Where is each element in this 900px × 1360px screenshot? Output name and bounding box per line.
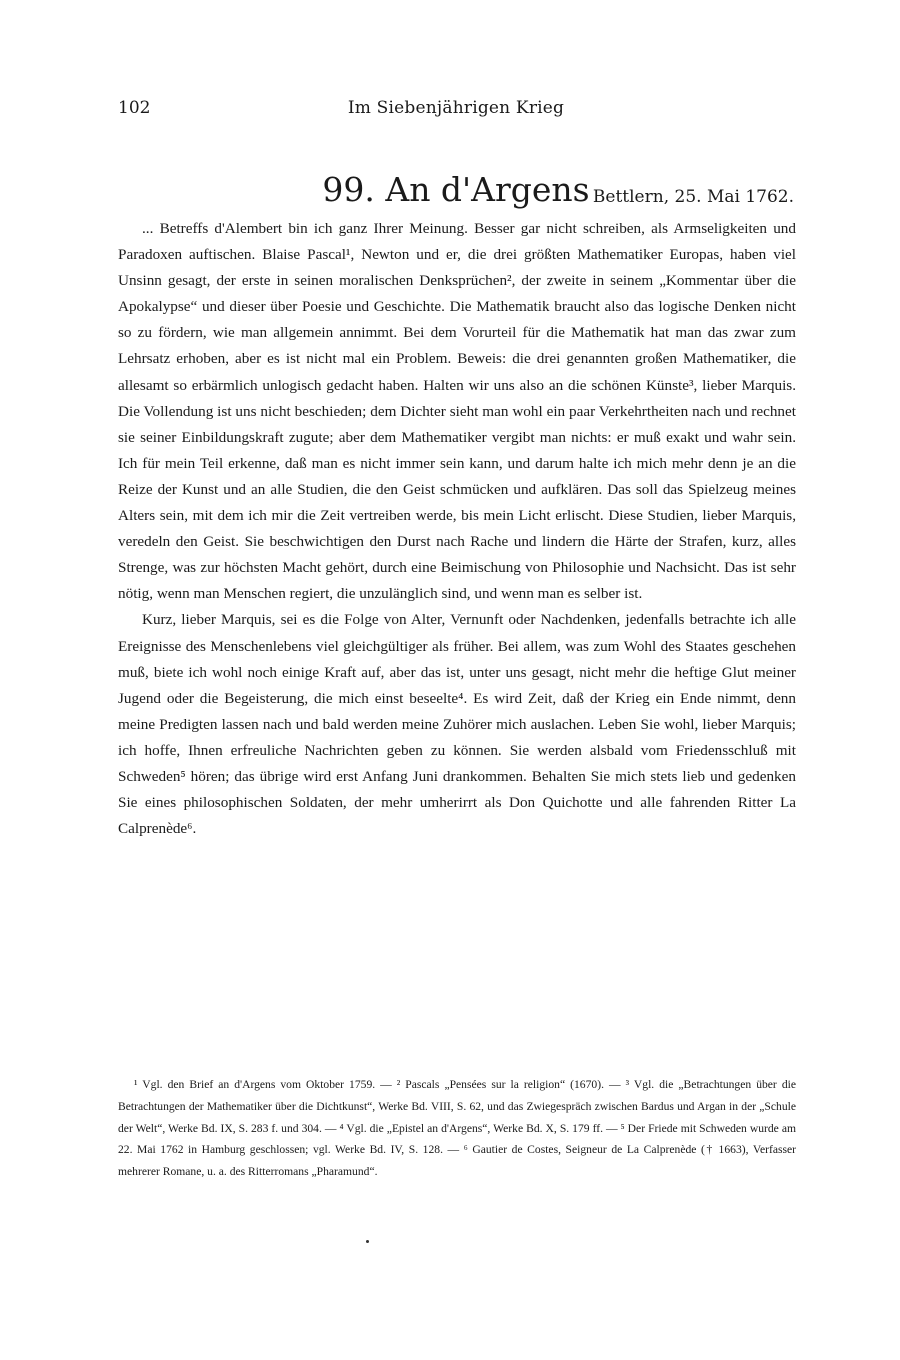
letter-body [118,216,796,842]
letter-dateline: Bettlern, 25. Mai 1762. [592,187,794,207]
page-mark [366,1240,369,1243]
body-paragraph-2: Kurz, lieber Marquis, sei es die Folge von Alter, Vernunft oder Nachdenken, jedenfalls betrachte ich alle Ereignisse des Menschenlebens viel gleichgültiger als früher. Bei allem, was zum Wohl des Staates geschehen muß, biete ich wohl noch einige Kraft auf, aber das ist, unter uns gesagt, nicht mehr die heftige Glut meiner Jugend oder die Begeisterung, die mich einst beseelte⁴. Es wird Zeit, daß der Krieg ein Ende nimmt, denn meine Predigten lassen nach und bald werden meine Zuhörer mich auslachen. Leben Sie wohl, lieber Marquis; ich hoffe, Ihnen erfreuliche Nachrichten geben zu können. Sie werden alsbald vom Friedensschluß mit Schweden⁵ hören; das übrige wird erst Anfang Juni drankommen. Behalten Sie mich stets lieb und gedenken Sie eines philosophischen Soldaten, der mehr umherirrt als Don Quichotte und alle fahrenden Ritter La Calprenède⁶. [118,611,796,838]
footnotes [118,1074,796,1183]
page-number: 102 [118,98,151,118]
body-paragraph-1: ... Betreffs d'Alembert bin ich ganz Ihrer Meinung. Besser gar nicht schreiben, als Armseligkeiten und Paradoxen auftischen. Blaise Pascal¹, Newton und er, die drei größten Mathematiker Europas, haben viel Unsinn gesagt, der erste in seinen moralischen Denksprüchen², der zweite in seinem „Kommentar über die Apokalypse“ und dieser über Poesie und Geschichte. Die Mathematik braucht also das logische Denken nicht so zu fördern, wie man allgemein annimmt. Bei dem Vorurteil für die Mathematik hat man das zwar zum Lehrsatz erhoben, aber es ist nicht mal ein Problem. Beweis: die drei genannten großen Mathematiker, die allesamt so erbärmlich unlogisch gedacht haben. Halten wir uns also an die schönen Künste³, lieber Marquis. Die Vollendung ist uns nicht beschieden; dem Dichter sieht man wohl ein paar Verkehrtheiten nach und rechnet sie seiner Einbildungskraft zugute; aber dem Mathematiker vergibt man nichts: er muß exakt und wahr sein. Ich für mein Teil erkenne, daß man es nicht immer sein kann, und darum halte ich mich mehr denn je an die Reize der Kunst und an alle Studien, die den Geist schmücken und aufklären. Das soll das Spielzeug meines Alters sein, mit dem ich mir die Zeit vertreiben werde, bis mein Licht erlischt. Diese Studien, lieber Marquis, veredeln den Geist. Sie beschwichtigen den Durst nach Rache und lindern die Härte der Strafen, kurz, alles Strenge, was zur höchsten Macht gehört, durch eine Beimischung von Philosophie und Nachsicht. Das ist sehr nötig, wenn man Menschen regiert, die unzulänglich sind, und wenn man es selber ist. [118,220,796,603]
running-head [118,96,794,120]
footnote-text: ¹ Vgl. den Brief an d'Argens vom Oktober 1759. — ² Pascals „Pensées sur la religion“ (1670). — ³ Vgl. die „Betrachtungen über die Betrachtungen der Mathematiker über die Dichtkunst“, Werke Bd. VIII, S. 62, und das Zwiegespräch zwischen Bardus und Argan in der „Schule der Welt“, Werke Bd. IX, S. 283 f. und 304. — ⁴ Vgl. die „Epistel an d'Argens“, Werke Bd. X, S. 179 ff. — ⁵ Der Friede mit Schweden wurde am 22. Mai 1762 in Hamburg geschlossen; vgl. Werke Bd. IV, S. 128. — ⁶ Gautier de Costes, Seigneur de La Calprenède († 1663), Verfasser mehrerer Romane, u. a. des Ritterromans „Pharamund“. [118,1078,796,1179]
running-title: Im Siebenjährigen Krieg [347,98,565,118]
letter-title: 99. An d'Argens [322,170,590,210]
